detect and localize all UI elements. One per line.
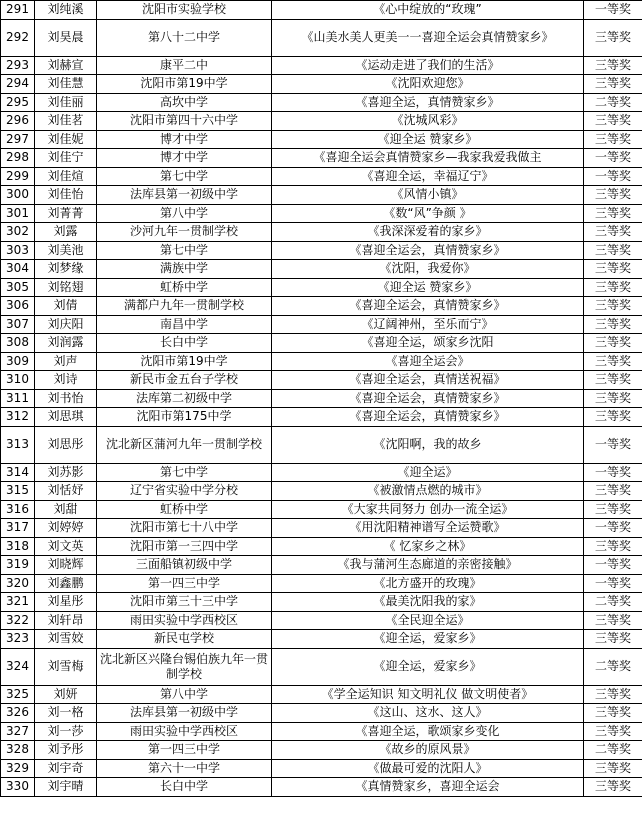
school-cell: 满族中学 [97,260,272,279]
award-level-cell: 三等奖 [584,371,642,390]
table-row [1,278,642,297]
award-level-cell: 一等奖 [584,1,642,20]
student-name-cell: 刘雪姣 [35,630,97,649]
essay-title-cell: 《喜迎全运会，真情赞家乡》 [272,389,584,408]
award-level-cell: 三等奖 [584,630,642,649]
school-cell: 长白中学 [97,778,272,797]
award-level-cell: 三等奖 [584,260,642,279]
table-row [1,75,642,94]
essay-title-cell: 《最美沈阳我的家》 [272,593,584,612]
award-level-cell: 三等奖 [584,223,642,242]
student-name-cell: 刘轩昂 [35,611,97,630]
award-level-cell: 三等奖 [584,759,642,778]
award-level-cell: 三等奖 [584,704,642,723]
student-name-cell: 刘佳宁 [35,149,97,168]
row-number-cell: 300 [1,186,35,205]
row-number-cell: 318 [1,537,35,556]
row-number-cell: 292 [1,19,35,56]
award-level-cell: 三等奖 [584,334,642,353]
row-number-cell: 320 [1,574,35,593]
student-name-cell: 刘纯溪 [35,1,97,20]
student-name-cell: 刘铭翅 [35,278,97,297]
award-level-cell: 三等奖 [584,611,642,630]
table-row [1,556,642,575]
row-number-cell: 323 [1,630,35,649]
essay-title-cell: 《 忆家乡之林》 [272,537,584,556]
award-level-cell: 一等奖 [584,167,642,186]
table-row [1,463,642,482]
school-cell: 第八中学 [97,685,272,704]
school-cell: 沈阳市实验学校 [97,1,272,20]
row-number-cell: 293 [1,56,35,75]
award-level-cell: 一等奖 [584,463,642,482]
school-cell: 第七中学 [97,241,272,260]
table-row [1,704,642,723]
table-row [1,426,642,463]
award-level-cell: 三等奖 [584,537,642,556]
table-row [1,93,642,112]
school-cell: 法库县第一初级中学 [97,704,272,723]
student-name-cell: 刘赫宣 [35,56,97,75]
school-cell: 沈阳市第19中学 [97,352,272,371]
table-row [1,130,642,149]
award-level-cell: 三等奖 [584,278,642,297]
student-name-cell: 刘佳煊 [35,167,97,186]
row-number-cell: 301 [1,204,35,223]
row-number-cell: 319 [1,556,35,575]
school-cell: 新民屯学校 [97,630,272,649]
table-row [1,500,642,519]
school-cell: 满都户九年一贯制学校 [97,297,272,316]
award-level-cell: 三等奖 [584,408,642,427]
essay-title-cell: 《迎全运》 [272,463,584,482]
school-cell: 雨田实验中学西校区 [97,611,272,630]
row-number-cell: 307 [1,315,35,334]
row-number-cell: 312 [1,408,35,427]
award-level-cell: 三等奖 [584,352,642,371]
award-level-cell: 三等奖 [584,297,642,316]
table-row [1,685,642,704]
student-name-cell: 刘一格 [35,704,97,723]
table-row [1,630,642,649]
student-name-cell: 刘思彤 [35,426,97,463]
award-level-cell: 三等奖 [584,482,642,501]
table-row [1,408,642,427]
essay-title-cell: 《大家共同努力 创办一流全运》 [272,500,584,519]
row-number-cell: 296 [1,112,35,131]
essay-title-cell: 《沈阳啊，我的故乡 [272,426,584,463]
table-row [1,537,642,556]
essay-title-cell: 《喜迎全运会，真情送祝福》 [272,371,584,390]
award-level-cell: 一等奖 [584,556,642,575]
school-cell: 博才中学 [97,130,272,149]
student-name-cell: 刘宇晴 [35,778,97,797]
school-cell: 高坎中学 [97,93,272,112]
student-name-cell: 刘甜 [35,500,97,519]
row-number-cell: 313 [1,426,35,463]
table-row [1,389,642,408]
essay-title-cell: 《迎全运，爱家乡》 [272,648,584,685]
essay-title-cell: 《山美水美人更美一一喜迎全运会真情赞家乡》 [272,19,584,56]
essay-title-cell: 《喜迎全运，歌颂家乡变化 [272,722,584,741]
essay-title-cell: 《辽阔神州，至乐而宁》 [272,315,584,334]
school-cell: 南昌中学 [97,315,272,334]
table-row [1,722,642,741]
row-number-cell: 291 [1,1,35,20]
student-name-cell: 刘恬妤 [35,482,97,501]
essay-title-cell: 《做最可爱的沈阳人》 [272,759,584,778]
row-number-cell: 306 [1,297,35,316]
award-level-cell: 二等奖 [584,648,642,685]
essay-title-cell: 《运动走进了我们的生活》 [272,56,584,75]
student-name-cell: 刘书怡 [35,389,97,408]
student-name-cell: 刘星彤 [35,593,97,612]
school-cell: 沈阳市第四十六中学 [97,112,272,131]
table-row [1,648,642,685]
award-level-cell: 一等奖 [584,574,642,593]
award-level-cell: 二等奖 [584,93,642,112]
essay-title-cell: 《喜迎全运会，真情赞家乡》 [272,408,584,427]
essay-title-cell: 《迎全运 赞家乡》 [272,130,584,149]
award-level-cell: 一等奖 [584,519,642,538]
school-cell: 博才中学 [97,149,272,168]
essay-title-cell: 《我深深爱着的家乡》 [272,223,584,242]
school-cell: 第八十二中学 [97,19,272,56]
row-number-cell: 314 [1,463,35,482]
row-number-cell: 311 [1,389,35,408]
school-cell: 第七中学 [97,463,272,482]
row-number-cell: 317 [1,519,35,538]
table-row [1,112,642,131]
table-row [1,260,642,279]
student-name-cell: 刘佳丽 [35,93,97,112]
award-level-cell: 三等奖 [584,722,642,741]
table-row [1,241,642,260]
table-row [1,482,642,501]
essay-title-cell: 《全民迎全运》 [272,611,584,630]
row-number-cell: 330 [1,778,35,797]
school-cell: 康平二中 [97,56,272,75]
school-cell: 辽宁省实验中学分校 [97,482,272,501]
table-row [1,778,642,797]
essay-title-cell: 《我与蒲河生态廊道的亲密接触》 [272,556,584,575]
student-name-cell: 刘苏影 [35,463,97,482]
award-level-cell: 三等奖 [584,112,642,131]
school-cell: 第一四三中学 [97,574,272,593]
student-name-cell: 刘声 [35,352,97,371]
essay-title-cell: 《北方盛开的玫瑰》 [272,574,584,593]
row-number-cell: 308 [1,334,35,353]
table-row [1,371,642,390]
essay-title-cell: 《喜迎全运会，真情赞家乡》 [272,241,584,260]
school-cell: 长白中学 [97,334,272,353]
row-number-cell: 325 [1,685,35,704]
table-row [1,334,642,353]
school-cell: 沈阳市第175中学 [97,408,272,427]
student-name-cell: 刘润露 [35,334,97,353]
school-cell: 雨田实验中学西校区 [97,722,272,741]
student-name-cell: 刘婷婷 [35,519,97,538]
row-number-cell: 315 [1,482,35,501]
award-level-cell: 三等奖 [584,19,642,56]
table-row [1,56,642,75]
school-cell: 新民市金五台子学校 [97,371,272,390]
essay-title-cell: 《用沈阳精神谱写全运赞歌》 [272,519,584,538]
school-cell: 沈阳市第三十三中学 [97,593,272,612]
row-number-cell: 328 [1,741,35,760]
table-row [1,519,642,538]
essay-title-cell: 《数“风”争颜 》 [272,204,584,223]
table-row [1,204,642,223]
row-number-cell: 326 [1,704,35,723]
student-name-cell: 刘佳茗 [35,112,97,131]
student-name-cell: 刘诗 [35,371,97,390]
table-row [1,315,642,334]
row-number-cell: 329 [1,759,35,778]
table-row [1,186,642,205]
essay-title-cell: 《沈阳，我爱你》 [272,260,584,279]
table-row [1,611,642,630]
table-row [1,223,642,242]
table-row [1,593,642,612]
student-name-cell: 刘宇奇 [35,759,97,778]
table-row [1,19,642,56]
row-number-cell: 309 [1,352,35,371]
student-name-cell: 刘佳慧 [35,75,97,94]
essay-title-cell: 《故乡的原风景》 [272,741,584,760]
award-table-body [1,1,642,797]
school-cell: 法库第二初级中学 [97,389,272,408]
row-number-cell: 297 [1,130,35,149]
essay-title-cell: 《沈城风彩》 [272,112,584,131]
award-level-cell: 三等奖 [584,778,642,797]
student-name-cell: 刘思琪 [35,408,97,427]
award-level-cell: 三等奖 [584,75,642,94]
school-cell: 沈阳市第七十八中学 [97,519,272,538]
row-number-cell: 298 [1,149,35,168]
row-number-cell: 327 [1,722,35,741]
row-number-cell: 322 [1,611,35,630]
award-level-cell: 三等奖 [584,500,642,519]
row-number-cell: 310 [1,371,35,390]
student-name-cell: 刘佳怡 [35,186,97,205]
essay-title-cell: 《喜迎全运会》 [272,352,584,371]
school-cell: 三面船镇初级中学 [97,556,272,575]
row-number-cell: 304 [1,260,35,279]
essay-title-cell: 《迎全运，爱家乡》 [272,630,584,649]
student-name-cell: 刘庆阳 [35,315,97,334]
student-name-cell: 刘梦缘 [35,260,97,279]
table-row [1,574,642,593]
row-number-cell: 324 [1,648,35,685]
student-name-cell: 刘文英 [35,537,97,556]
table-row [1,297,642,316]
award-level-cell: 二等奖 [584,593,642,612]
award-level-cell: 三等奖 [584,241,642,260]
student-name-cell: 刘美池 [35,241,97,260]
table-row [1,167,642,186]
school-cell: 沈阳市第一三四中学 [97,537,272,556]
award-level-cell: 三等奖 [584,685,642,704]
table-row [1,759,642,778]
award-level-cell: 三等奖 [584,130,642,149]
row-number-cell: 303 [1,241,35,260]
essay-title-cell: 《喜迎全运，真情赞家乡》 [272,93,584,112]
essay-title-cell: 《心中绽放的“玫瑰” [272,1,584,20]
school-cell: 法库县第一初级中学 [97,186,272,205]
student-name-cell: 刘一莎 [35,722,97,741]
school-cell: 虹桥中学 [97,500,272,519]
student-name-cell: 刘昊晨 [35,19,97,56]
student-name-cell: 刘佳妮 [35,130,97,149]
award-level-cell: 一等奖 [584,426,642,463]
row-number-cell: 305 [1,278,35,297]
student-name-cell: 刘晓辉 [35,556,97,575]
row-number-cell: 295 [1,93,35,112]
student-name-cell: 刘妍 [35,685,97,704]
essay-title-cell: 《喜迎全运，颂家乡沈阳 [272,334,584,353]
essay-title-cell: 《迎全运 赞家乡》 [272,278,584,297]
essay-title-cell: 《喜迎全运会，真情赞家乡》 [272,297,584,316]
row-number-cell: 316 [1,500,35,519]
award-level-cell: 二等奖 [584,741,642,760]
school-cell: 沈北新区兴隆台锡伯族九年一贯制学校 [97,648,272,685]
school-cell: 第七中学 [97,167,272,186]
award-level-cell: 三等奖 [584,56,642,75]
school-cell: 沙河九年一贯制学校 [97,223,272,242]
row-number-cell: 294 [1,75,35,94]
essay-title-cell: 《这山、这水、这人》 [272,704,584,723]
essay-title-cell: 《真情赞家乡，喜迎全运会 [272,778,584,797]
student-name-cell: 刘菁菁 [35,204,97,223]
essay-title-cell: 《沈阳欢迎您》 [272,75,584,94]
award-level-cell: 三等奖 [584,204,642,223]
school-cell: 第一四三中学 [97,741,272,760]
school-cell: 虹桥中学 [97,278,272,297]
essay-title-cell: 《风情小镇》 [272,186,584,205]
essay-title-cell: 《喜迎全运，幸福辽宁》 [272,167,584,186]
award-level-cell: 三等奖 [584,315,642,334]
essay-title-cell: 《喜迎全运会真情赞家乡—我家我爱我做主 [272,149,584,168]
award-level-cell: 三等奖 [584,186,642,205]
school-cell: 第八中学 [97,204,272,223]
award-level-cell: 三等奖 [584,389,642,408]
essay-title-cell: 《被激情点燃的城市》 [272,482,584,501]
table-row [1,1,642,20]
table-row [1,741,642,760]
school-cell: 沈阳市第19中学 [97,75,272,94]
student-name-cell: 刘倩 [35,297,97,316]
award-level-cell: 一等奖 [584,149,642,168]
table-row [1,352,642,371]
student-name-cell: 刘露 [35,223,97,242]
student-name-cell: 刘雪梅 [35,648,97,685]
table-row [1,149,642,168]
student-name-cell: 刘鑫鹏 [35,574,97,593]
school-cell: 沈北新区蒲河九年一贯制学校 [97,426,272,463]
row-number-cell: 299 [1,167,35,186]
student-name-cell: 刘予彤 [35,741,97,760]
row-number-cell: 321 [1,593,35,612]
essay-title-cell: 《学全运知识 知文明礼仪 做文明使者》 [272,685,584,704]
school-cell: 第六十一中学 [97,759,272,778]
row-number-cell: 302 [1,223,35,242]
